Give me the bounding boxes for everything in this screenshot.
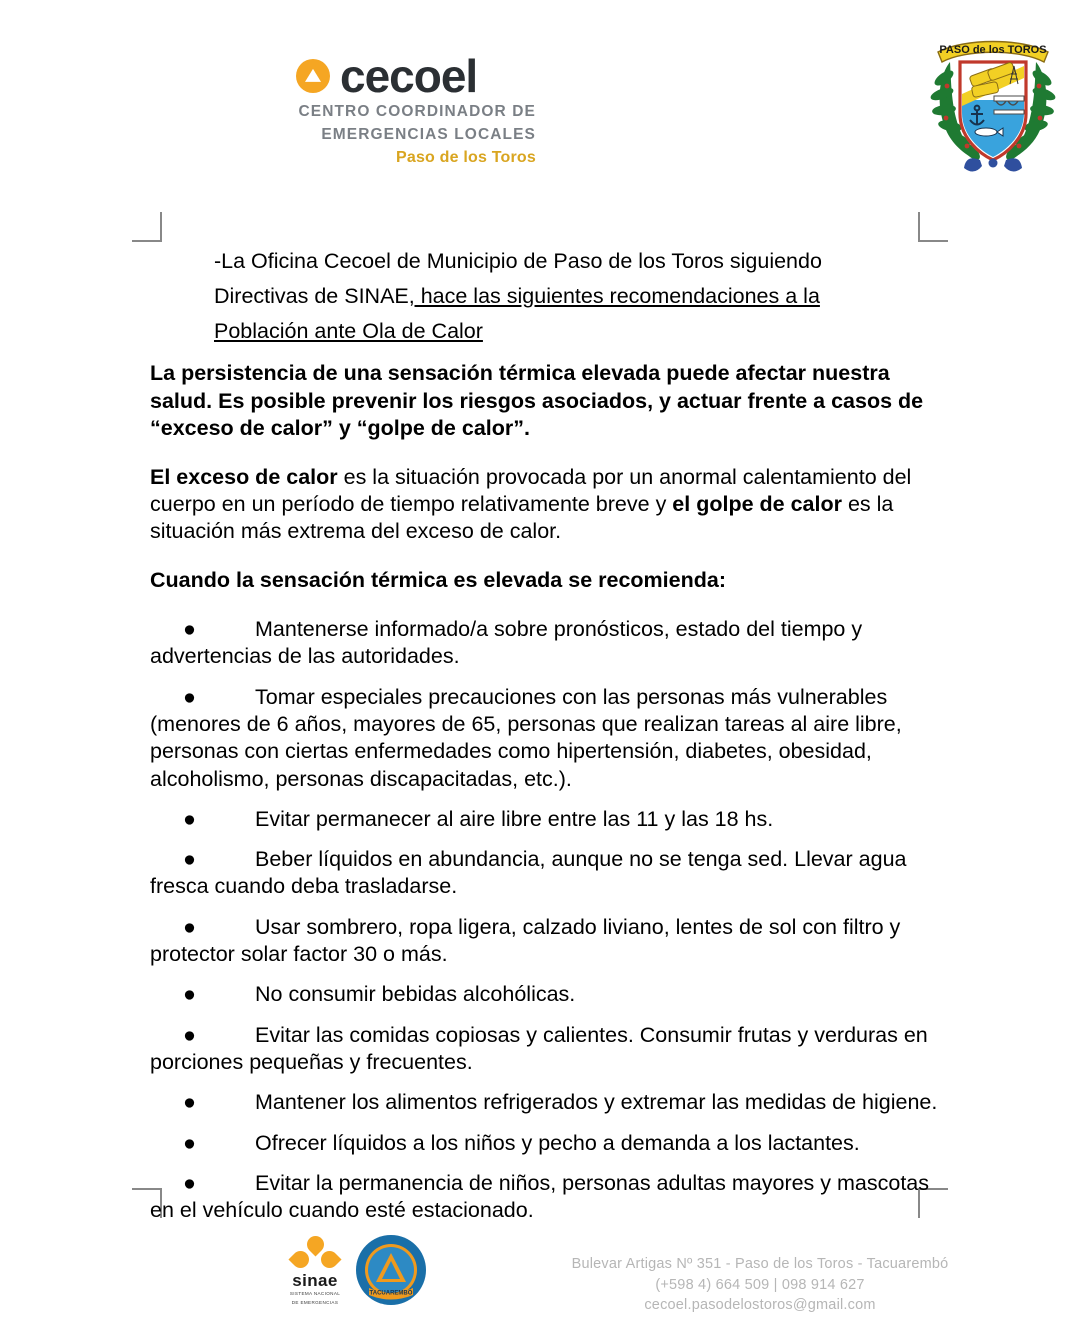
list-item-text: Tomar especiales precauciones con las personas más vulnerables (menores de 6 años, mayores de 65, personas que realizan tareas al aire libre, personas con ciertas enfermedades como hipertensión, diabetes, obesidad, alcoholismo, personas discapacitadas, etc.).	[150, 684, 902, 791]
list-item-text: Beber líquidos en abundancia, aunque no se tenga sed. Llevar agua fresca cuando deba trasladarse.	[150, 847, 907, 899]
recommendations-heading: Cuando la sensación térmica es elevada se recomienda:	[150, 568, 726, 593]
cecoel-city-label: Paso de los Toros	[395, 149, 536, 167]
footer-address: Bulevar Artigas Nº 351 - Paso de los Toros - Tacuarembó	[571, 1256, 949, 1272]
list-item	[150, 846, 940, 901]
list-item-text: Usar sombrero, ropa ligera, calzado liviano, lentes de sol con filtro y protector solar factor 30 o más.	[150, 914, 901, 967]
list-item-text: Mantener los alimentos refrigerados y extremar las medidas de higiene.	[255, 1090, 938, 1115]
list-item-text: Evitar la permanencia de niños, personas adultas mayores y mascotas en el vehículo cuando esté estacionado.	[150, 1170, 930, 1223]
list-item	[150, 1130, 940, 1157]
list-item	[150, 806, 940, 833]
list-item	[150, 981, 940, 1008]
cecoed-badge-label: TACUAREMBÓ	[369, 1290, 413, 1297]
bullet-icon: ●	[183, 914, 196, 939]
bullet-icon: ●	[183, 684, 196, 709]
sinae-trefoil-icon	[292, 1236, 338, 1270]
list-item	[150, 914, 940, 969]
intro-line-1: -La Oficina Cecoel de Municipio de Paso de los Toros siguiendo	[214, 249, 822, 273]
cecoel-logo-top	[296, 52, 536, 100]
definition-tail-text: es la situación más extrema del exceso de calor.	[150, 492, 894, 544]
bullet-icon: ●	[183, 1130, 196, 1155]
list-item	[150, 684, 940, 793]
cecoel-wordmark: cecoel	[340, 50, 478, 102]
definition-term-1: El exceso de calor	[150, 464, 338, 489]
footer-phones: (+598 4) 664 509 | 098 914 627	[655, 1276, 865, 1293]
bullet-icon: ●	[183, 847, 196, 872]
crop-mark-top-right	[918, 212, 948, 242]
footer-contact-info	[540, 1254, 980, 1316]
bullet-icon: ●	[183, 1090, 196, 1115]
footer-email[interactable]: cecoel.pasodelostoros@gmail.com	[644, 1297, 876, 1314]
bullet-icon: ●	[183, 806, 196, 831]
list-item	[150, 616, 940, 671]
cecoel-subtitle-line2: EMERGENCIAS LOCALES	[321, 125, 536, 143]
definition-paragraph	[150, 464, 940, 546]
list-item	[150, 1089, 940, 1116]
crop-mark-top-left	[132, 212, 162, 242]
definition-mid-text: es la situación provocada por un anormal calentamiento del cuerpo en un período de tiempo relativamente breve y	[150, 464, 912, 517]
page-footer	[0, 1230, 1080, 1338]
sinae-tagline-line2: DE EMERGENCIAS	[291, 1299, 339, 1305]
intro-line-2-plain: Directivas de SINAE	[214, 283, 409, 308]
sinae-logo	[283, 1236, 347, 1306]
page-header	[0, 0, 1080, 200]
list-item-text: Evitar permanecer al aire libre entre las 11 y las 18 hs.	[255, 806, 774, 831]
cecoed-tacuarembo-badge-icon	[355, 1234, 427, 1306]
cecoel-logo	[296, 52, 536, 167]
list-item-text: Ofrecer líquidos a los niños y pecho a demanda a los lactantes.	[255, 1130, 860, 1155]
intro-line-3-underlined: Población ante Ola de Calor	[214, 318, 483, 343]
bullet-icon: ●	[183, 982, 196, 1007]
recommendations-list	[150, 616, 940, 1224]
sinae-tagline-line1: SISTEMA NACIONAL	[289, 1291, 341, 1296]
list-item	[150, 1170, 940, 1225]
list-item-text: Mantenerse informado/a sobre pronósticos, estado del tiempo y advertencias de las autoridades.	[150, 617, 863, 669]
intro-block	[214, 244, 914, 348]
coat-banner-text: PASO de los TOROS	[939, 44, 1047, 56]
bullet-icon: ●	[183, 1170, 196, 1195]
list-item-text: Evitar las comidas copiosas y calientes. Consumir frutas y verduras en porciones pequeñas y frecuentes.	[150, 1022, 928, 1074]
list-item	[150, 1022, 940, 1077]
bullet-icon: ●	[183, 1022, 196, 1047]
triangle-in-circle-icon	[296, 59, 330, 93]
coat-of-arms-icon	[920, 22, 1066, 174]
intro-line-2-underlined: , hace las siguientes recomendaciones a la	[408, 283, 820, 308]
definition-term-2: el golpe de calor	[672, 492, 842, 517]
lead-paragraph: La persistencia de una sensación térmica elevada puede afectar nuestra salud. Es posible prevenir los riesgos asociados, y actuar frente a casos de “exceso de calor” y “golpe de calor”.	[150, 361, 924, 441]
list-item-text: No consumir bebidas alcohólicas.	[255, 982, 576, 1007]
bullet-icon: ●	[183, 617, 196, 642]
document-body	[150, 244, 940, 1224]
sinae-wordmark: sinae	[292, 1271, 338, 1290]
cecoel-subtitle-line1: CENTRO COORDINADOR DE	[298, 103, 536, 120]
